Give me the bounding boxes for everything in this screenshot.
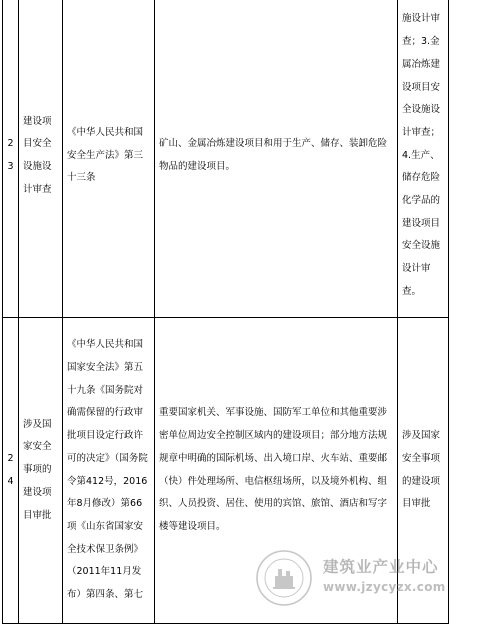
item-note: 涉及国家安全事项的建设项目审批 <box>398 318 449 624</box>
application-scope: 矿山、金属冶炼建设项目和用于生产、储存、装卸危险物品的建设项目。 <box>155 0 398 318</box>
legal-basis: 《中华人民共和国国家安全法》第五十九条《国务院对确需保留的行政审批项目设定行政许可的决定》（国务院令第412号，2016年8月修改）第66项《山东省国家安全技术保卫条例》（2011年11月发布）第四条、第七 <box>63 318 155 624</box>
item-note: 施设计审查；3.金属冶炼建设项目安全设施设计审查；4.生产、储存危险化学品的建设项目安全设施设计审查。 <box>398 0 449 318</box>
table-row <box>3 0 449 318</box>
watermark <box>255 549 481 607</box>
row-index: 23 <box>3 0 19 318</box>
legal-basis: 《中华人民共和国安全生产法》第三十三条 <box>63 0 155 318</box>
seal-logo-icon <box>255 549 313 607</box>
watermark-name: 建筑业产业中心 <box>323 558 439 576</box>
item-name: 建设项目安全设施设计审查 <box>19 0 63 318</box>
document-table <box>2 0 449 624</box>
application-scope: 重要国家机关、军事设施、国防军工单位和其他重要涉密单位周边安全控制区域内的建设项目；部分地方法规规章中明确的国际机场、出入境口岸、火车站、重要邮（快）件处理场所、电信枢纽场所，以及境外机构、组织、人员投资、居住、使用的宾馆、旅馆、酒店和写字楼等建设项目。 <box>155 318 398 624</box>
row-index: 24 <box>3 318 19 624</box>
watermark-url: www.jzycyzx.com <box>323 580 446 594</box>
item-name: 涉及国家安全事项的建设项目审批 <box>19 318 63 624</box>
